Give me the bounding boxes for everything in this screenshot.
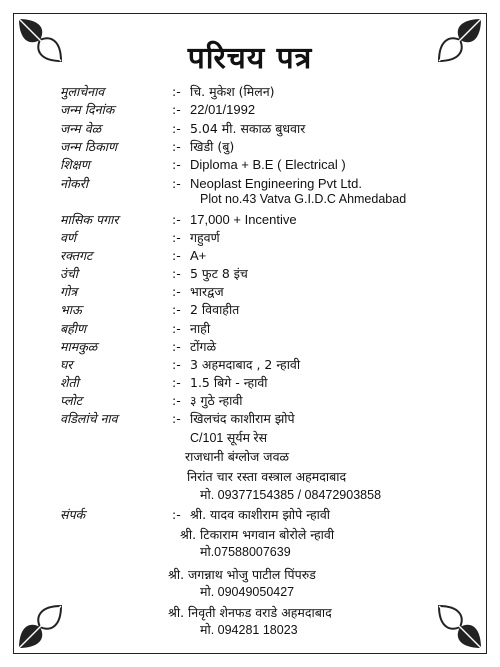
row-label: बहीण <box>60 321 87 336</box>
separator: :- <box>172 411 181 426</box>
separator: :- <box>172 339 181 354</box>
row-salary <box>60 211 470 228</box>
separator: :- <box>172 302 181 317</box>
separator: :- <box>172 212 181 227</box>
row-farm <box>60 374 470 391</box>
row-value: 3 अहमदाबाद , 2 न्हावी <box>190 357 301 372</box>
separator: :- <box>172 121 181 136</box>
row-complexion <box>60 229 470 246</box>
corner-ornament-icon <box>17 604 63 650</box>
row-value: 17,000 + Incentive <box>190 212 297 227</box>
row-value: चि. मुकेश (मिलन) <box>190 84 275 99</box>
separator: :- <box>172 266 181 281</box>
row-value: ३ गुठे न्हावी <box>190 393 243 408</box>
contact-line: श्री. निवृती शेनफड वराडे अहमदाबाद <box>168 605 332 620</box>
row-name <box>60 83 470 100</box>
contact-line: श्री. टिकाराम भगवान बोरोले न्हावी <box>180 527 335 542</box>
row-value: 5.04 मी. सकाळ बुधवार <box>190 121 306 136</box>
separator: :- <box>172 321 181 336</box>
contact-phone: मो.07588007639 <box>200 545 291 559</box>
row-value: 5 फुट 8 इंच <box>190 266 248 281</box>
row-education <box>60 156 470 173</box>
row-label: उंची <box>60 266 79 281</box>
row-value: श्री. यादव काशीराम झोपे न्हावी <box>190 507 331 522</box>
row-label: घर <box>60 357 73 372</box>
row-value: नाही <box>190 321 211 336</box>
row-value: 2 विवाहीत <box>190 302 240 317</box>
row-label: जन्म दिनांक <box>60 102 115 117</box>
row-label: मासिक पगार <box>60 212 119 227</box>
row-label: शेती <box>60 375 79 390</box>
row-gotra <box>60 283 470 300</box>
separator: :- <box>172 139 181 154</box>
row-value: भारद्वज <box>190 284 224 299</box>
separator: :- <box>172 375 181 390</box>
row-label: नोकरी <box>60 176 89 191</box>
row-brother <box>60 301 470 318</box>
row-father-name <box>60 410 470 427</box>
row-label: प्लोट <box>60 393 83 408</box>
row-label: संपर्क <box>60 507 86 522</box>
row-value: 1.5 बिगे - न्हावी <box>190 375 268 390</box>
contact-phone: मो. 09049050427 <box>200 585 295 599</box>
row-job <box>60 175 470 192</box>
row-label: मुलाचेनाव <box>60 84 105 99</box>
row-contact <box>60 506 470 523</box>
row-value: खिडी (बु) <box>190 139 235 154</box>
row-label: जन्म वेळ <box>60 121 102 136</box>
row-label: शिक्षण <box>60 157 90 172</box>
separator: :- <box>172 157 181 172</box>
contact-phone: मो. 094281 18023 <box>200 623 298 637</box>
row-label: वर्ण <box>60 230 76 245</box>
contact-line: श्री. जगन्नाथ भोजु पाटील पिंपरुड <box>168 567 316 582</box>
phone-line: मो. 09377154385 / 08472903858 <box>200 488 382 502</box>
separator: :- <box>172 357 181 372</box>
row-house <box>60 356 470 373</box>
row-mamkul <box>60 338 470 355</box>
corner-ornament-icon <box>437 604 483 650</box>
separator: :- <box>172 507 181 522</box>
row-label: भाऊ <box>60 302 82 317</box>
row-blood-group <box>60 247 470 264</box>
separator: :- <box>172 230 181 245</box>
address-line: राजधानी बंग्लोज जवळ <box>185 449 290 464</box>
row-value: A+ <box>190 248 207 263</box>
row-plot <box>60 392 470 409</box>
page-title: परिचय पत्र <box>187 41 313 76</box>
row-value: 22/01/1992 <box>190 102 256 117</box>
separator: :- <box>172 102 181 117</box>
separator: :- <box>172 176 181 191</box>
row-label: जन्म ठिकाण <box>60 139 118 154</box>
row-birth-place <box>60 138 470 155</box>
row-value: Neoplast Engineering Pvt Ltd. <box>190 176 362 191</box>
row-value: खिलचंद काशीराम झोपे <box>190 411 295 426</box>
row-label: मामकुळ <box>60 339 98 354</box>
address-line: C/101 सूर्यम रेस <box>190 431 268 445</box>
row-height <box>60 265 470 282</box>
row-sister <box>60 320 470 337</box>
separator: :- <box>172 284 181 299</box>
row-value: टोंगळे <box>190 339 217 354</box>
row-birth-date <box>60 101 470 118</box>
row-value-continued: Plot no.43 Vatva G.I.D.C Ahmedabad <box>200 192 407 206</box>
address-line: निरांत चार रस्ता वस्त्राल अहमदाबाद <box>187 469 347 484</box>
row-value: Diploma + B.E ( Electrical ) <box>190 157 346 172</box>
separator: :- <box>172 84 181 99</box>
row-value: गहुवर्ण <box>190 230 220 245</box>
row-label: गोत्र <box>60 284 78 299</box>
separator: :- <box>172 393 181 408</box>
row-label: रक्तगट <box>60 248 93 263</box>
row-label: वडिलांचे नाव <box>60 411 118 426</box>
separator: :- <box>172 248 181 263</box>
row-birth-time <box>60 120 470 137</box>
